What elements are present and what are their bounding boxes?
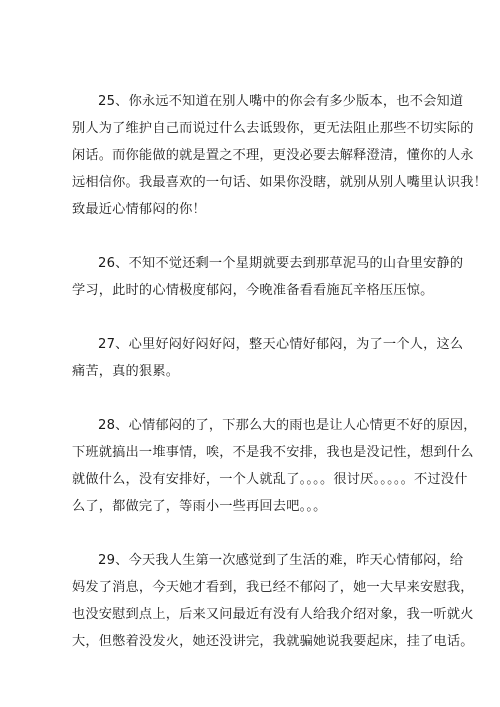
paragraph-line: 也没安慰到点上，后来又问最近有没有人给我介绍对象，我一听就火 [72, 607, 474, 622]
paragraph-line: 妈发了消息，今天她才看到，我已经不郁闷了，她一大早来安慰我， [72, 580, 474, 595]
paragraph-line: 28、心情郁闷的了，下那么大的雨也是让人心情更不好的原因， [98, 418, 477, 433]
paragraph-line: 别人为了维护自己而说过什么去诋毁你，更无法阻止那些不切实际的 [72, 121, 474, 136]
paragraph-26 [72, 250, 464, 304]
paragraph-line: 致最近心情郁闷的你！ [72, 202, 206, 217]
paragraph-line: 26、不知不觉还剩一个星期就要去到那草泥马的山旮里安静的 [98, 256, 464, 271]
paragraph-line: 大，但憋着没发火，她还没讲完，我就骗她说我要起床，挂了电话。 [72, 634, 474, 649]
paragraph-29 [72, 547, 474, 655]
paragraph-line: 25、你永远不知道在别人嘴中的你会有多少版本，也不会知道 [98, 94, 464, 109]
paragraph-line: 就做什么，没有安排好，一个人就乱了。。。。很讨厌。。。。。不过没什 [72, 472, 468, 487]
paragraph-line: 远相信你。我最喜欢的一句话、如果你没瞎，就别从别人嘴里认识我！ [72, 175, 488, 190]
paragraph-line: 闲话。而你能做的就是置之不理，更没必要去解释澄清，懂你的人永 [72, 148, 474, 163]
paragraph-line: 么了，都做完了，等雨小一些再回去吧。。。 [72, 499, 327, 514]
paragraph-line: 痛苦，真的狠累。 [72, 364, 180, 379]
paragraph-27 [72, 331, 464, 385]
paragraph-line: 下班就搞出一堆事情，唉，不是我不安排，我也是没记性，想到什么 [72, 445, 474, 460]
paragraph-25 [72, 88, 488, 223]
paragraph-line: 学习，此时的心情极度郁闷，今晚准备看看施瓦辛格压压惊。 [72, 283, 434, 298]
paragraph-28 [72, 412, 477, 520]
paragraph-line: 27、心里好闷好闷好闷，整天心情好郁闷，为了一个人，这么 [98, 337, 464, 352]
paragraph-line: 29、今天我人生第一次感觉到了生活的难，昨天心情郁闷，给 [98, 553, 464, 568]
